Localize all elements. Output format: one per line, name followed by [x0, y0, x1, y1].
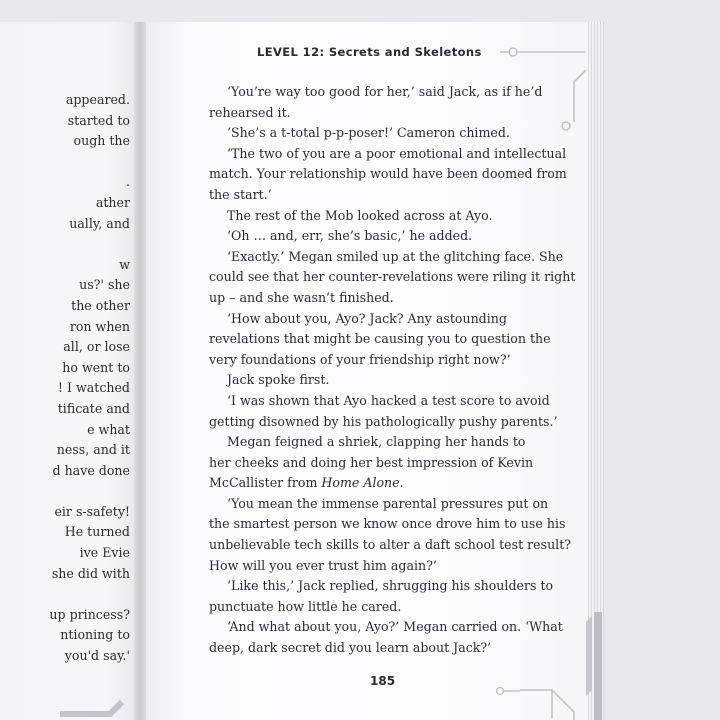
body-line-text: ‘I was shown that Ayo hacked a test score to avoid [227, 392, 550, 408]
body-line-text: How will you ever trust him again?’ [209, 557, 437, 573]
body-line [209, 638, 549, 659]
body-line [209, 556, 549, 577]
left-page-line: up princess? [49, 606, 130, 622]
body-line [209, 329, 549, 350]
body-line [209, 164, 567, 185]
body-line-text: her cheeks and doing her best impression of Kevin [209, 454, 534, 470]
left-page-line: appeared. [65, 92, 130, 107]
body-line-text: ‘You’re way too good for her,’ said Jack, as if he’d [227, 84, 543, 99]
left-page-line: eir s-safety! [54, 503, 130, 519]
body-line-text: Jack spoke first. [227, 372, 330, 388]
body-line [209, 267, 576, 288]
body-line [209, 494, 549, 515]
body-line [209, 247, 564, 268]
body-line [209, 412, 558, 433]
body-line [209, 514, 566, 535]
body-line [209, 597, 549, 618]
body-line-text: punctuate how little he cared. [209, 598, 402, 614]
body-line-text: ‘Exactly.’ Megan smiled up at the glitching face. She [227, 248, 564, 264]
left-page-line: w [119, 256, 130, 272]
left-page-line: started to [67, 112, 130, 128]
left-page-line: . [125, 174, 130, 190]
body-line-text: getting disowned by his pathologically pushy parents.’ [209, 413, 558, 429]
left-page-line: e what [87, 421, 130, 437]
body-line-text: ‘And what about you, Ayo?’ Megan carried on. ‘What [227, 619, 563, 635]
body-line-text: ‘You mean the immense parental pressures put on [227, 495, 549, 511]
left-page-line: tificate and [57, 400, 130, 416]
body-line-text: ‘How about you, Ayo? Jack? Any astounding [227, 310, 507, 326]
left-page-line [0, 152, 130, 173]
body-line [209, 432, 549, 453]
body-line-text: ‘Oh … and, err, she’s basic,’ he added. [227, 228, 473, 244]
left-page-line: all, or lose [63, 339, 130, 355]
body-line [209, 288, 549, 309]
body-line-text: deep, dark secret did you learn about Jack?’ [209, 640, 492, 656]
left-page-line [0, 234, 130, 255]
body-line [209, 123, 549, 144]
body-line [209, 144, 567, 165]
body-line-text: rehearsed it. [209, 104, 291, 120]
left-page-line: she did with [51, 565, 130, 581]
body-line [209, 453, 549, 474]
left-page-line: ive Evie [79, 545, 130, 561]
body-line [209, 350, 549, 371]
left-page-line: ron when [69, 318, 130, 334]
left-page-line: d have done [52, 462, 130, 478]
body-line-text: unbelievable tech skills to alter a daft school test result? [209, 537, 572, 553]
body-line-text: very foundations of your friendship right now?’ [209, 351, 511, 367]
left-page-line: ather [95, 194, 130, 210]
body-line [209, 82, 549, 103]
body-line [209, 206, 549, 227]
left-page-line: the other [71, 297, 130, 313]
page-number: 185 [370, 674, 396, 688]
left-page-line: ntioning to [60, 627, 130, 643]
left-page-line [0, 584, 130, 605]
page-edges [588, 22, 604, 720]
left-page-line: ough the [73, 133, 130, 149]
page-body-text [209, 82, 576, 659]
body-line [209, 576, 554, 597]
body-line-text: ‘She’s a t-total p-p-poser!’ Cameron chimed. [227, 125, 510, 141]
chapter-header: LEVEL 12: Secrets and Skeletons [257, 45, 482, 59]
body-line-text: ‘Like this,’ Jack replied, shrugging his shoulders to [227, 578, 554, 594]
left-page-line: ! I watched [57, 380, 130, 396]
body-line [209, 535, 572, 556]
body-line [209, 473, 549, 494]
left-page-line [0, 481, 130, 502]
body-line-text: could see that her counter-revelations were riling it right [209, 269, 576, 285]
body-line-text: Megan feigned a shriek, clapping her hands to [227, 434, 526, 450]
body-line [209, 103, 549, 124]
body-line-text: up – and she wasn’t finished. [209, 289, 394, 305]
body-line [209, 185, 549, 206]
body-line-text: the start.’ [209, 186, 272, 202]
left-page-line: us?' she [79, 277, 130, 293]
left-page-line: ually, and [69, 215, 130, 231]
body-line [209, 309, 549, 330]
body-line-text: match. Your relationship would have been doomed from [209, 166, 567, 182]
left-page-line: you'd say.' [64, 648, 130, 664]
left-page-text [0, 90, 130, 667]
body-line [209, 370, 549, 391]
left-page-line: He turned [64, 524, 130, 540]
body-line-text: The rest of the Mob looked across at Ayo. [227, 207, 493, 223]
body-line-text: the smartest person we know once drove him to use his [209, 516, 566, 532]
film-title: Home Alone [321, 475, 400, 491]
body-line [209, 617, 563, 638]
body-line [209, 226, 549, 247]
body-line-text: revelations that might be causing you to question the [209, 331, 551, 347]
body-line [209, 391, 549, 412]
left-page-line: ness, and it [56, 442, 130, 458]
body-line-text: McCallister from Home Alone. [209, 475, 404, 491]
body-line-text: ‘The two of you are a poor emotional and intellectual [227, 145, 567, 161]
left-page-line: ho went to [62, 359, 130, 375]
